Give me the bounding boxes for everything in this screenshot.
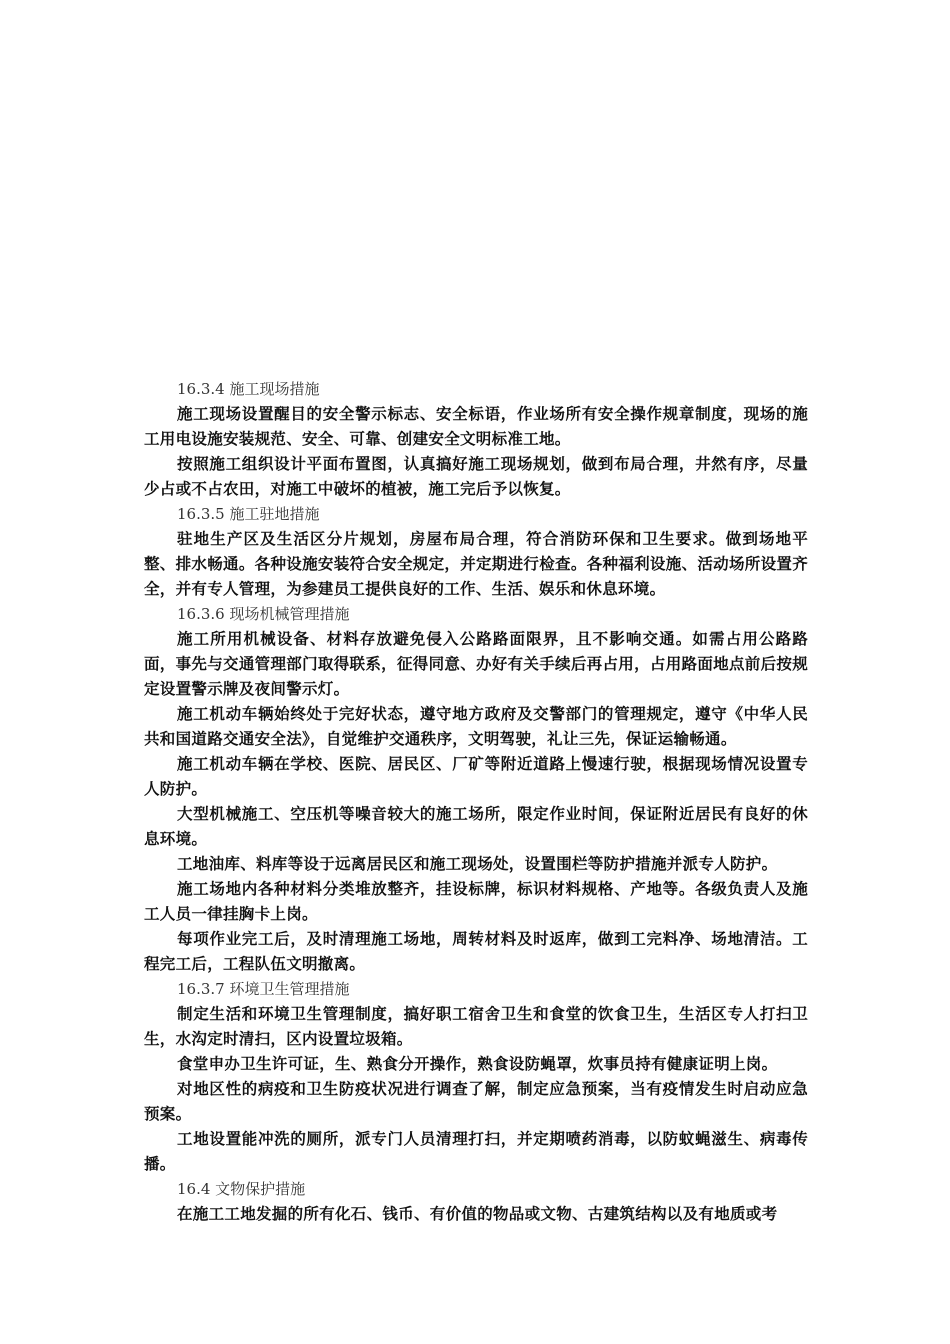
body-paragraph: 每项作业完工后，及时清理施工场地，周转材料及时返库，做到工完料净、场地清洁。工程完工后，工程队伍文明撤离。 <box>144 930 808 973</box>
body-paragraph: 施工机动车辆始终处于完好状态，遵守地方政府及交警部门的管理规定，遵守《中华人民共和国道路交通安全法》，自觉维护交通秩序，文明驾驶，礼让三先，保证运输畅通。 <box>144 705 808 748</box>
body-paragraph: 施工场地内各种材料分类堆放整齐，挂设标牌，标识材料规格、产地等。各级负责人及施工人员一律挂胸卡上岗。 <box>144 880 808 923</box>
section-heading: 16.3.7 环境卫生管理措施 <box>177 980 350 998</box>
body-paragraph: 施工现场设置醒目的安全警示标志、安全标语，作业场所有安全操作规章制度，现场的施工用电设施安装规范、安全、可靠、创建安全文明标准工地。 <box>144 405 808 448</box>
section-heading: 16.4 文物保护措施 <box>177 1180 306 1198</box>
body-paragraph: 食堂申办卫生许可证，生、熟食分开操作，熟食设防蝇罩，炊事员持有健康证明上岗。 <box>177 1055 778 1073</box>
section-heading: 16.3.5 施工驻地措施 <box>177 505 320 523</box>
body-paragraph: 在施工工地发掘的所有化石、钱币、有价值的物品或文物、古建筑结构以及有地质或考 <box>177 1205 778 1223</box>
document-body <box>144 377 808 1227</box>
body-paragraph: 施工机动车辆在学校、医院、居民区、厂矿等附近道路上慢速行驶，根据现场情况设置专人防护。 <box>144 755 808 798</box>
body-paragraph: 驻地生产区及生活区分片规划，房屋布局合理，符合消防环保和卫生要求。做到场地平整、排水畅通。各种设施安装符合安全规定，并定期进行检查。各种福利设施、活动场所设置齐全，并有专人管理，为参建员工提供良好的工作、生活、娱乐和休息环境。 <box>144 530 808 598</box>
body-paragraph: 施工所用机械设备、材料存放避免侵入公路路面限界，且不影响交通。如需占用公路路面，事先与交通管理部门取得联系，征得同意、办好有关手续后再占用，占用路面地点前后按规定设置警示牌及夜间警示灯。 <box>144 630 808 698</box>
body-paragraph: 按照施工组织设计平面布置图，认真搞好施工现场规划，做到布局合理，井然有序，尽量少占或不占农田，对施工中破坏的植被，施工完后予以恢复。 <box>144 455 808 498</box>
body-paragraph: 制定生活和环境卫生管理制度，搞好职工宿舍卫生和食堂的饮食卫生，生活区专人打扫卫生，水沟定时清扫，区内设置垃圾箱。 <box>144 1005 808 1048</box>
body-paragraph: 工地设置能冲洗的厕所，派专门人员清理打扫，并定期喷药消毒，以防蚊蝇滋生、病毒传播。 <box>144 1130 808 1173</box>
section-heading: 16.3.4 施工现场措施 <box>177 380 320 398</box>
body-paragraph: 大型机械施工、空压机等噪音较大的施工场所，限定作业时间，保证附近居民有良好的休息环境。 <box>144 805 808 848</box>
section-heading: 16.3.6 现场机械管理措施 <box>177 605 350 623</box>
body-paragraph: 对地区性的病疫和卫生防疫状况进行调查了解，制定应急预案，当有疫情发生时启动应急预案。 <box>144 1080 808 1123</box>
body-paragraph: 工地油库、料库等设于远离居民区和施工现场处，设置围栏等防护措施并派专人防护。 <box>177 855 778 873</box>
